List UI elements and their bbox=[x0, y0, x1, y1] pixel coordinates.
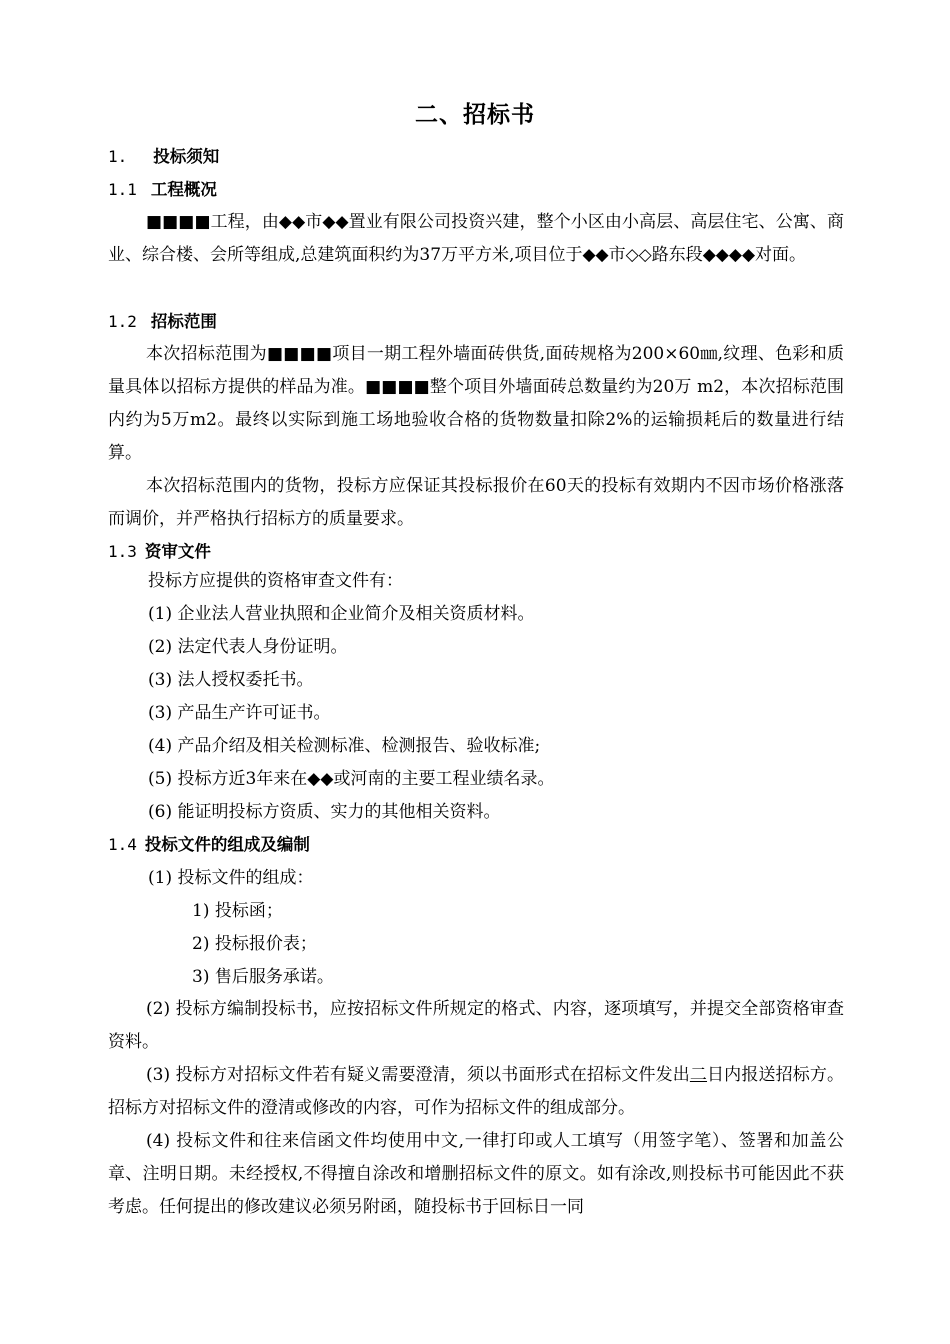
project-overview-paragraph: ■■■■工程，由◆◆市◆◆置业有限公司投资兴建，整个小区由小高层、高层住宅、公寓、商业、综合楼、会所等组成,总建筑面积约为37万平方米,项目位于◆◆市◇◇路东段◆◆◆◆对面。 bbox=[108, 212, 844, 265]
section-label: 投标须知 bbox=[153, 147, 220, 166]
composition-subitem: 3) 售后服务承诺。 bbox=[192, 967, 334, 987]
section-number: 1.3 bbox=[108, 542, 137, 561]
qualification-item: (4) 产品介绍及相关检测标准、检测报告、验收标准; bbox=[148, 736, 541, 756]
composition-subitem: 1) 投标函； bbox=[192, 901, 283, 921]
section-number: 1.1 bbox=[108, 180, 137, 199]
bidding-scope-paragraph-2: 本次招标范围内的货物，投标方应保证其投标报价在60天的投标有效期内不因市场价格涨落而调价，并严格执行招标方的质量要求。 bbox=[108, 476, 844, 529]
item-3-text-start: (3) 投标方对招标文件若有疑义需要澄清，须以书面形式在招标文件发出 bbox=[146, 1065, 690, 1085]
section-1-4-heading bbox=[108, 833, 848, 857]
section-label: 资审文件 bbox=[144, 542, 211, 561]
composition-item-1: (1) 投标文件的组成： bbox=[148, 868, 314, 888]
composition-subitem: 2) 投标报价表； bbox=[192, 934, 317, 954]
item-3-text-end: 日内报送招标方。招标方对招标文件的澄清或修改的内容，可作为招标文件的组成部分。 bbox=[108, 1065, 845, 1118]
section-label: 工程概况 bbox=[150, 180, 217, 199]
composition-item-4: (4) 投标文件和往来信函文件均使用中文,一律打印或人工填写（用签字笔）、签署和加盖公章、注明日期。未经授权,不得擅自涂改和增删招标文件的原文。如有涂改,则投标书可能因此不获考虑。任何提出的修改建议必须另附函，随投标书于回标日一同 bbox=[108, 1131, 844, 1217]
section-number: 1. bbox=[108, 147, 128, 166]
document-title: 二、招标书 bbox=[415, 102, 535, 128]
qualification-item: (3) 产品生产许可证书。 bbox=[148, 703, 331, 723]
qualification-item: (6) 能证明投标方资质、实力的其他相关资料。 bbox=[148, 802, 501, 822]
section-1-1-heading bbox=[108, 178, 848, 202]
qualification-item: (1) 企业法人营业执照和企业简介及相关资质材料。 bbox=[148, 604, 535, 624]
qualification-intro: 投标方应提供的资格审查文件有： bbox=[148, 571, 403, 591]
section-number: 1.2 bbox=[108, 312, 137, 331]
composition-item-3 bbox=[108, 1059, 844, 1125]
section-label: 招标范围 bbox=[150, 312, 217, 331]
qualification-item: (2) 法定代表人身份证明。 bbox=[148, 637, 348, 657]
day-count-underlined: 二 bbox=[689, 1065, 708, 1085]
qualification-item: (3) 法人授权委托书。 bbox=[148, 670, 314, 690]
qualification-item: (5) 投标方近3年来在◆◆或河南的主要工程业绩名录。 bbox=[148, 769, 555, 789]
section-1-3-heading bbox=[108, 540, 848, 564]
composition-item-2: (2) 投标方编制投标书，应按招标文件所规定的格式、内容，逐项填写，并提交全部资格审查资料。 bbox=[108, 999, 844, 1052]
bidding-scope-paragraph-1: 本次招标范围为■■■■项目一期工程外墙面砖供货,面砖规格为200×60㎜,纹理、色彩和质量具体以招标方提供的样品为准。■■■■整个项目外墙面砖总数量约为20万 m2，本次招标范围内约为5万m2。最终以实际到施工场地验收合格的货物数量扣除2%的运输损耗后的数量进行结算。 bbox=[108, 344, 844, 463]
section-label: 投标文件的组成及编制 bbox=[144, 835, 310, 854]
section-1-heading bbox=[108, 145, 848, 169]
section-number: 1.4 bbox=[108, 835, 137, 854]
section-1-2-heading bbox=[108, 310, 848, 334]
